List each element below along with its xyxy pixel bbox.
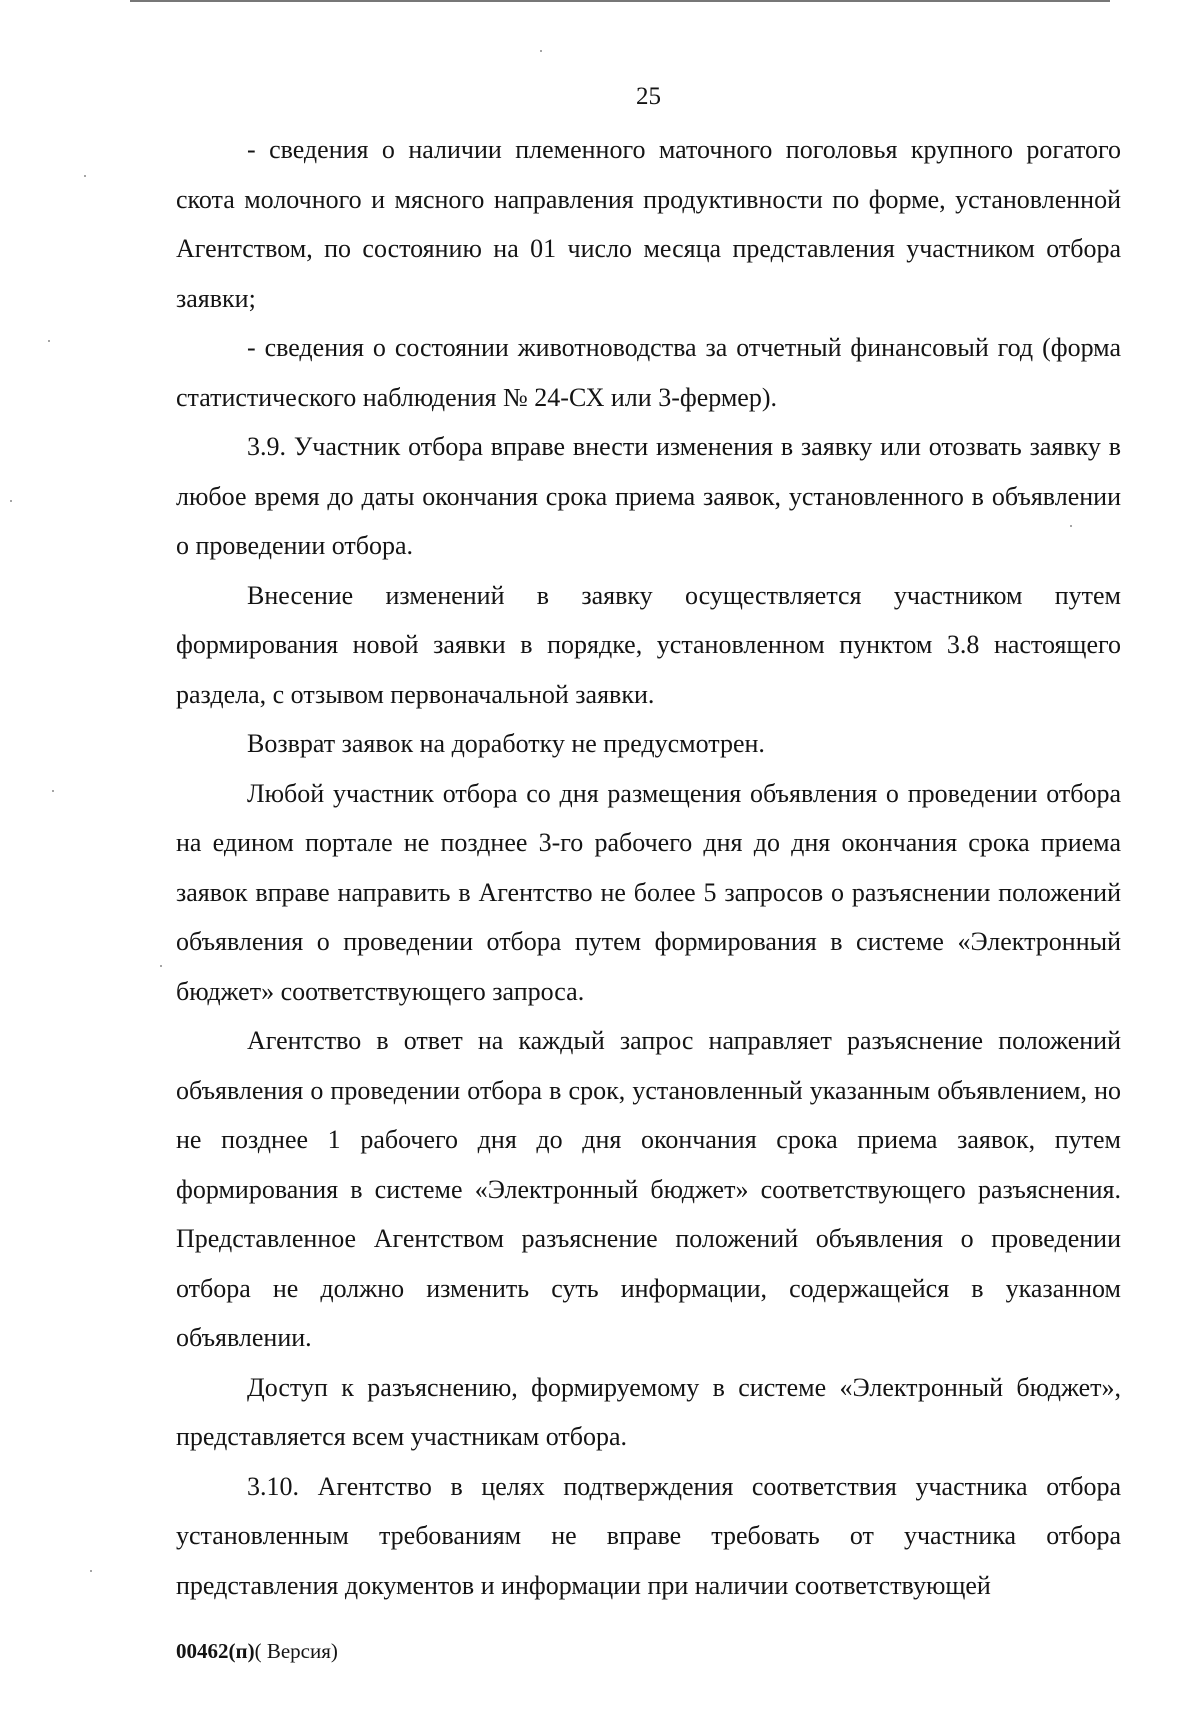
top-border-line <box>130 0 1110 2</box>
paragraph-9: 3.10. Агентство в целях подтверждения соответствия участника отбора установленным требованиям не вправе требовать от участника отбора представления документов и информации при наличии соответствующей <box>176 1471 1121 1600</box>
paragraph-1: - сведения о наличии племенного маточного поголовья крупного рогатого скота молочного и мясного направления продуктивности по форме, установленной Агентством, по состоянию на 01 число месяца представления участником отбора заявки; <box>176 135 1121 313</box>
scan-speck <box>90 1570 92 1572</box>
scan-speck <box>84 175 86 177</box>
document-footer <box>176 1637 338 1665</box>
scan-speck <box>48 340 50 342</box>
paragraph-8: Доступ к разъяснению, формируемому в системе «Электронный бюджет», представляется всем участникам отбора. <box>176 1372 1121 1451</box>
page-number: 25 <box>636 83 661 110</box>
scan-speck <box>1070 525 1072 527</box>
paragraph-4: Внесение изменений в заявку осуществляется участником путем формирования новой заявки в порядке, установленном пунктом 3.8 настоящего раздела, с отзывом первоначальной заявки. <box>176 580 1121 709</box>
scan-speck <box>52 790 54 792</box>
scan-speck <box>10 500 12 502</box>
paragraph-2: - сведения о состоянии животноводства за отчетный финансовый год (форма статистического наблюдения № 24-СХ или 3-фермер). <box>176 333 1121 412</box>
document-code: 00462(п) <box>176 1639 255 1663</box>
document-version: ( Версия) <box>254 1639 338 1663</box>
scan-speck <box>160 965 162 967</box>
paragraph-3: 3.9. Участник отбора вправе внести изменения в заявку или отозвать заявку в любое время до даты окончания срока приема заявок, установленного в объявлении о проведении отбора. <box>176 432 1121 560</box>
document-body <box>176 125 1121 1610</box>
paragraph-6: Любой участник отбора со дня размещения объявления о проведении отбора на едином портале не позднее 3-го рабочего дня до дня окончания срока приема заявок вправе направить в Агентство не более 5 запросов о разъяснении положений объявления о проведении отбора путем формирования в системе «Электронный бюджет» соответствующего запроса. <box>176 778 1121 1006</box>
paragraph-7: Агентство в ответ на каждый запрос направляет разъяснение положений объявления о проведении отбора в срок, установленный указанным объявлением, но не позднее 1 рабочего дня до дня окончания срока приема заявок, путем формирования в системе «Электронный бюджет» соответствующего разъяснения. Представленное Агентством разъяснение положений объявления о проведении отбора не должно изменить суть информации, содержащейся в указанном объявлении. <box>176 1026 1121 1352</box>
paragraph-5: Возврат заявок на доработку не предусмотрен. <box>247 729 765 758</box>
scan-speck <box>540 50 542 52</box>
